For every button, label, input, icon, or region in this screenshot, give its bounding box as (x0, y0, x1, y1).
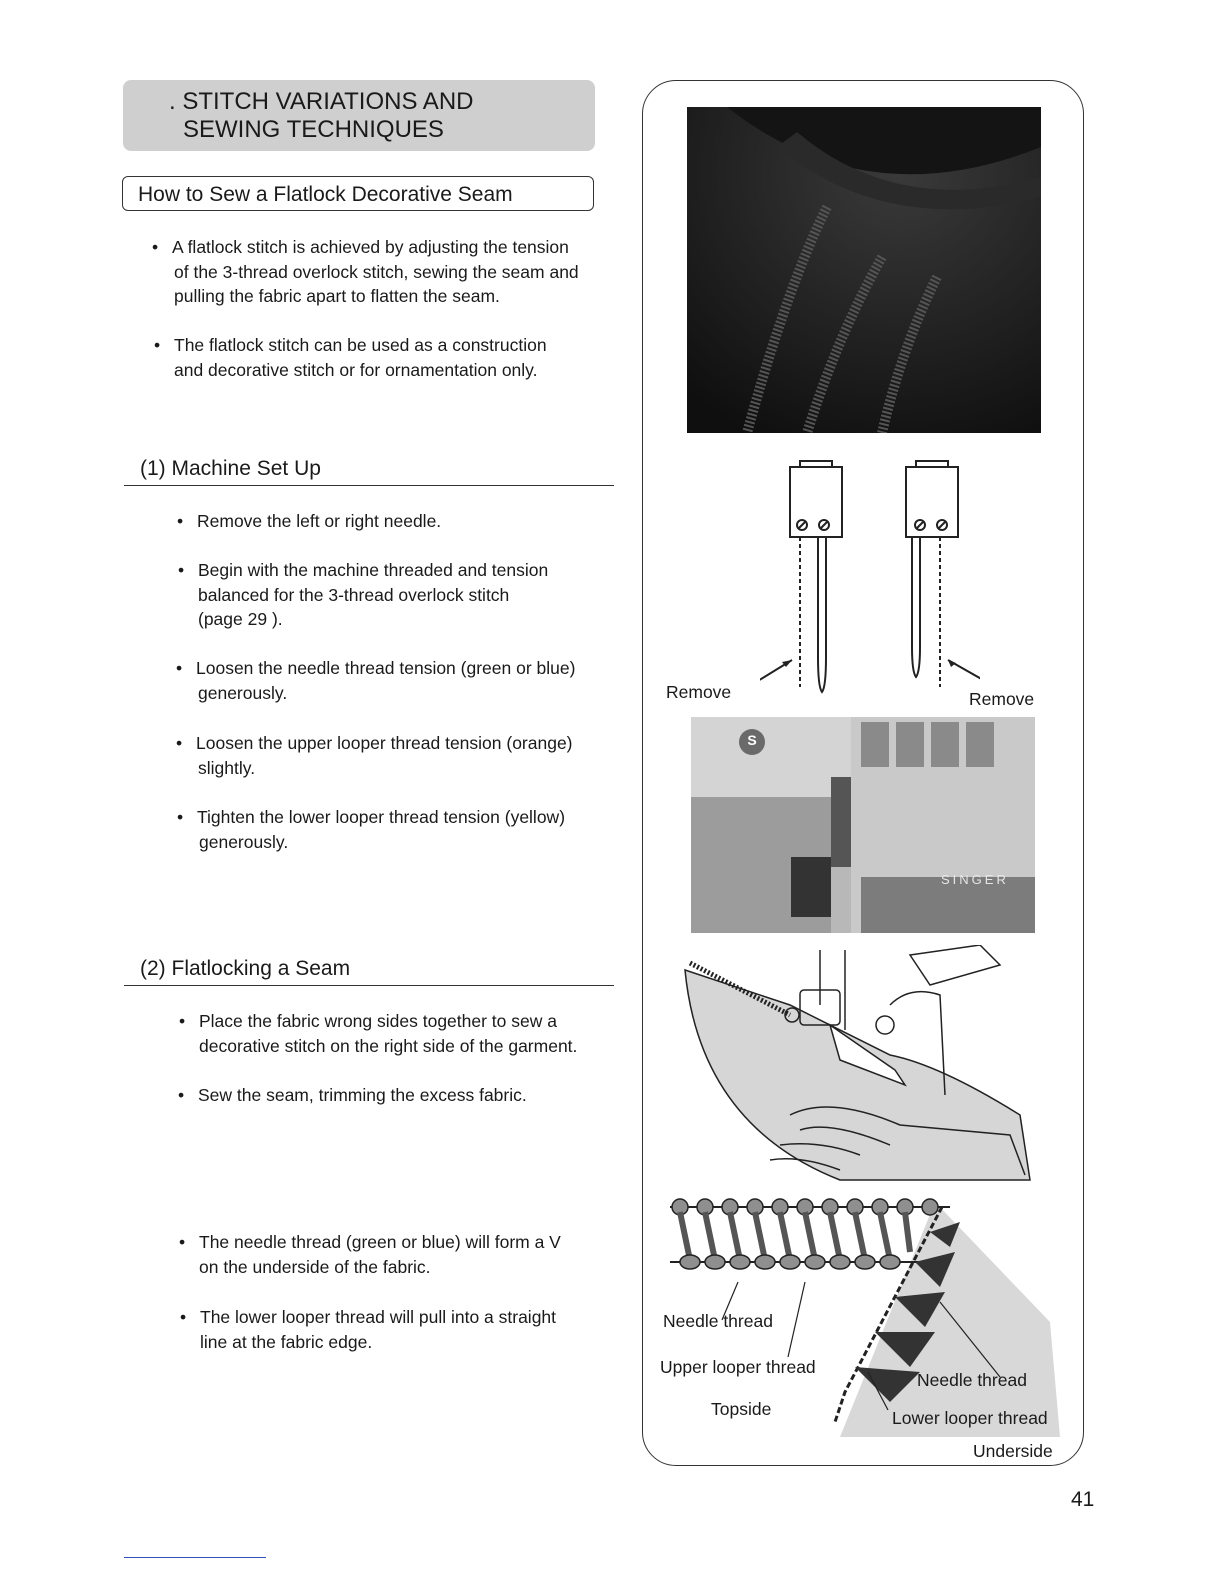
bullet-line: decorative stitch on the right side of the garment. (199, 1035, 578, 1056)
bullet-dot: • (154, 335, 161, 355)
bullet-dot: • (178, 560, 185, 580)
needle-thread-top-label: Needle thread (663, 1311, 773, 1331)
page-number: 41 (1071, 1488, 1095, 1511)
intro-bullet-2 (154, 333, 614, 382)
subsection-title: How to Sew a Flatlock Decorative Seam (138, 183, 513, 206)
footer-rule (124, 1557, 266, 1558)
bullet-dot: • (152, 237, 159, 257)
bullet-line: Loosen the upper looper thread tension (orange) (196, 733, 573, 753)
bullet-line: The lower looper thread will pull into a straight (200, 1307, 557, 1327)
lower-looper-thread-label: Lower looper thread (892, 1408, 1048, 1428)
needle-thread-under-label: Needle thread (917, 1370, 1027, 1390)
subsection-title-box (122, 176, 594, 211)
bullet-line: The flatlock stitch can be used as a construction (174, 335, 547, 355)
bullet-dot: • (180, 1307, 187, 1327)
bullet-line: of the 3-thread overlock stitch, sewing the seam and (174, 261, 579, 282)
bullet-line: slightly. (198, 757, 256, 778)
setup-bullet-4 (176, 731, 616, 780)
setup-bullet-1 (177, 509, 637, 534)
bullet-dot: • (176, 658, 183, 678)
bullet-line: (page 29 ). (198, 609, 283, 629)
setup-bullet-3 (176, 656, 616, 705)
section-header (123, 80, 595, 151)
bullet-line: and decorative stitch or for ornamentation only. (174, 359, 538, 380)
section-title-line1: . STITCH VARIATIONS AND (169, 88, 474, 115)
bullet-line: line at the fabric edge. (200, 1331, 373, 1352)
flatlock-bullet-1 (179, 1009, 619, 1058)
setup-heading (124, 457, 614, 486)
bullet-line: Place the fabric wrong sides together to sew a (199, 1011, 557, 1031)
bullet-line: Loosen the needle thread tension (green or blue) (196, 658, 576, 678)
setup-heading-text: (1) Machine Set Up (140, 457, 321, 480)
bullet-line: Tighten the lower looper thread tension (yellow) (197, 807, 566, 827)
machine-brand-label: SINGER (941, 872, 1009, 887)
topside-label: Topside (711, 1399, 772, 1419)
section-title-line2: SEWING TECHNIQUES (183, 116, 444, 143)
bullet-dot: • (177, 807, 184, 827)
flatlock-heading (124, 957, 614, 986)
bullet-line: balanced for the 3-thread overlock stitch (198, 584, 510, 605)
flatlock-bullet-2 (178, 1083, 618, 1108)
bullet-line: generously. (199, 831, 289, 852)
bullet-line: The needle thread (green or blue) will form a V (199, 1232, 561, 1252)
needle-remove-right-label: Remove (969, 689, 1035, 709)
upper-looper-thread-label: Upper looper thread (660, 1357, 816, 1377)
flatlock-heading-text: (2) Flatlocking a Seam (140, 957, 351, 980)
bullet-dot: • (179, 1011, 186, 1031)
setup-bullet-5 (177, 805, 617, 854)
bullet-dot: • (178, 1085, 185, 1105)
bullet-dot: • (177, 511, 184, 531)
bullet-line: Begin with the machine threaded and tension (198, 560, 549, 580)
bullet-dot: • (176, 733, 183, 753)
garment-photo (687, 107, 1041, 433)
bullet-line: generously. (198, 682, 288, 703)
machine-illustration (691, 717, 1035, 933)
flatlock-bullet-4 (180, 1305, 620, 1354)
needle-remove-left-label: Remove (666, 682, 732, 702)
bullet-line: pulling the fabric apart to flatten the seam. (174, 286, 500, 306)
machine-badge: S (747, 732, 757, 748)
bullet-line: A flatlock stitch is achieved by adjusting the tension (172, 237, 569, 257)
intro-bullet-1 (152, 235, 612, 309)
flatlock-bullet-3 (179, 1230, 619, 1279)
needle-diagram (760, 455, 980, 700)
bullet-line: Remove the left or right needle. (197, 511, 442, 531)
machine-photo (691, 717, 1035, 933)
bullet-line: on the underside of the fabric. (199, 1256, 431, 1277)
underside-label: Underside (973, 1441, 1053, 1461)
bullet-line: Sew the seam, trimming the excess fabric. (198, 1085, 527, 1105)
setup-bullet-2 (178, 558, 618, 632)
sewing-illustration (680, 945, 1050, 1185)
bullet-dot: • (179, 1232, 186, 1252)
